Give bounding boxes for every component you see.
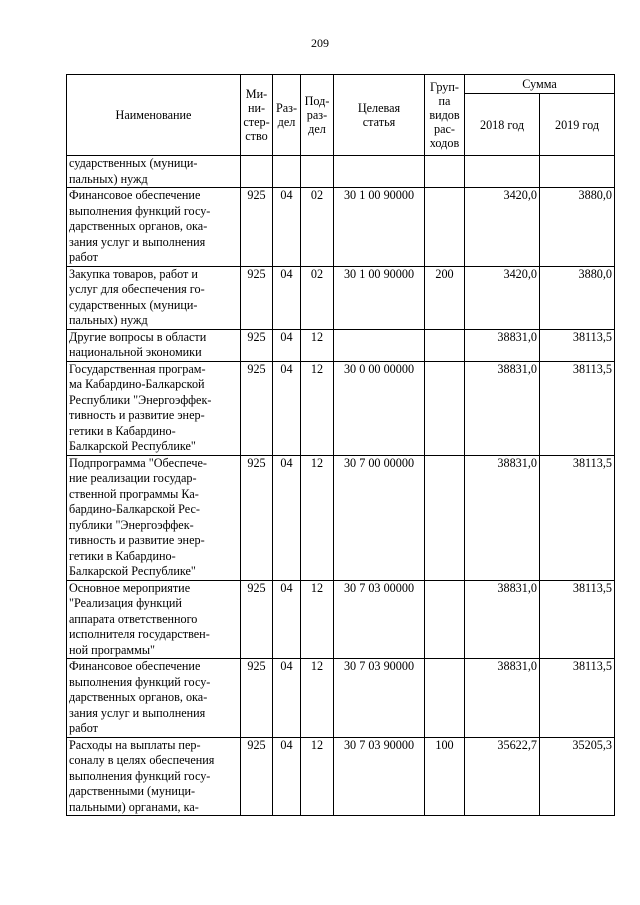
row-sum-2018-text: 38831,0	[497, 580, 537, 595]
row-target	[334, 188, 425, 267]
row-subsection-text: 12	[310, 580, 324, 595]
row-sum-2019-text: 38113,5	[572, 329, 613, 344]
row-target	[334, 156, 425, 188]
table-row	[67, 188, 615, 267]
row-name-text: Основное мероприятие "Реализация функций аппарата ответственного исполнителя государствен- ной программы"	[69, 580, 210, 657]
row-section	[273, 329, 301, 361]
row-section	[273, 361, 301, 455]
row-name	[67, 659, 241, 738]
row-section-text: 04	[280, 188, 293, 202]
row-sum-2018-text: 38831,0	[497, 659, 537, 673]
header-ministry: Ми- ни- стер- ство	[241, 75, 273, 156]
row-expense-group	[425, 361, 465, 455]
row-subsection-text: 02	[310, 188, 324, 202]
table-row	[67, 266, 615, 329]
row-name-text: Другие вопросы в области национальной экономики	[69, 329, 207, 359]
table-row	[67, 580, 615, 659]
row-subsection-text: 12	[310, 737, 324, 752]
row-ministry	[241, 361, 273, 455]
page-number: 209	[311, 36, 329, 50]
row-sum-2019	[540, 659, 615, 738]
row-subsection	[301, 329, 334, 361]
table-row	[67, 659, 615, 738]
row-subsection	[301, 659, 334, 738]
row-sum-2019-text: 38113,5	[572, 361, 613, 376]
row-subsection-text: 12	[310, 361, 324, 376]
row-ministry-text: 925	[247, 266, 266, 281]
row-sum-2019	[540, 156, 615, 188]
header-year-2019: 2019 год	[540, 94, 615, 156]
row-sum-2019-text: 3880,0	[578, 266, 613, 281]
table-row	[67, 156, 615, 188]
row-sum-2019	[540, 455, 615, 580]
row-ministry	[241, 329, 273, 361]
row-sum-2019	[540, 580, 615, 659]
row-sum-2018	[465, 361, 540, 455]
row-section	[273, 737, 301, 816]
row-sum-2018	[465, 266, 540, 329]
row-sum-2019-text: 38113,5	[572, 580, 613, 595]
row-ministry	[241, 156, 273, 188]
row-target	[334, 266, 425, 329]
row-expense-group	[425, 580, 465, 659]
row-target	[334, 659, 425, 738]
table-row	[67, 361, 615, 455]
row-sum-2018-text: 3420,0	[503, 188, 537, 202]
table-row	[67, 455, 615, 580]
row-name	[67, 156, 241, 188]
row-sum-2019	[540, 361, 615, 455]
row-section	[273, 455, 301, 580]
table-body	[67, 156, 615, 816]
row-sum-2019	[540, 266, 615, 329]
row-expense-group	[425, 455, 465, 580]
row-section-text: 04	[280, 266, 293, 281]
row-target-text: 30 7 03 90000	[343, 737, 415, 752]
row-sum-2019-text: 3880,0	[578, 188, 613, 202]
row-ministry-text: 925	[247, 455, 266, 470]
row-target-text: 30 7 03 00000	[343, 580, 415, 595]
row-name-text: Финансовое обеспечение выполнения функций госу- дарственных органов, ока- зания услуг и выполнения работ	[69, 188, 211, 264]
row-expense-group	[425, 266, 465, 329]
row-ministry	[241, 188, 273, 267]
row-subsection	[301, 737, 334, 816]
row-sum-2019	[540, 737, 615, 816]
row-ministry-text: 925	[247, 361, 266, 376]
row-ministry-text: 925	[247, 659, 266, 673]
row-name-text: Финансовое обеспечение выполнения функций госу- дарственных органов, ока- зания услуг и выполнения работ	[69, 659, 211, 735]
row-expense-group-text: 200	[435, 266, 454, 281]
row-name-text: Государственная програм- ма Кабардино-Балкарской Республики "Энергоэффек- тивность и развитие энер- гетики в Кабардино- Балкарской Республике"	[69, 361, 212, 453]
row-section-text: 04	[280, 361, 293, 376]
row-sum-2018-text: 38831,0	[497, 329, 537, 344]
row-subsection-text: 12	[310, 455, 324, 470]
row-ministry-text: 925	[247, 737, 266, 752]
row-ministry	[241, 737, 273, 816]
row-name	[67, 455, 241, 580]
row-ministry	[241, 455, 273, 580]
row-target	[334, 455, 425, 580]
row-name-text: сударственных (муници- пальных) нужд	[69, 156, 198, 186]
row-section-text: 04	[280, 580, 293, 595]
row-section	[273, 266, 301, 329]
row-name	[67, 329, 241, 361]
table-row	[67, 737, 615, 816]
row-sum-2019-text: 35205,3	[572, 737, 613, 752]
row-name-text: Подпрограмма "Обеспече- ние реализации государ- ственной программы Ка- бардино-Балкарской Рес- публики "Энергоэффек- тивность и развитие энер- гетики в Кабардино- Балкарской Республике"	[69, 455, 207, 578]
header-subsection: Под- раз- дел	[301, 75, 334, 156]
row-section-text: 04	[280, 737, 293, 752]
row-subsection-text: 02	[310, 266, 324, 281]
row-sum-2019	[540, 329, 615, 361]
row-name	[67, 266, 241, 329]
row-target	[334, 361, 425, 455]
row-expense-group-text: 100	[435, 737, 454, 752]
row-subsection	[301, 361, 334, 455]
row-target-text: 30 0 00 00000	[343, 361, 415, 376]
row-subsection-text: 12	[310, 659, 324, 673]
table-row	[67, 329, 615, 361]
row-ministry-text: 925	[247, 580, 266, 595]
header-section: Раз- дел	[273, 75, 301, 156]
row-expense-group	[425, 659, 465, 738]
row-sum-2019	[540, 188, 615, 267]
row-target	[334, 737, 425, 816]
header-sum: Сумма	[465, 75, 615, 94]
row-sum-2018-text: 38831,0	[497, 455, 537, 470]
row-section-text: 04	[280, 659, 293, 673]
row-target-text: 30 1 00 90000	[343, 266, 415, 281]
row-expense-group	[425, 156, 465, 188]
row-sum-2018	[465, 737, 540, 816]
row-ministry-text: 925	[247, 329, 266, 344]
row-subsection	[301, 266, 334, 329]
row-section	[273, 659, 301, 738]
header-name: Наименование	[67, 75, 241, 156]
row-name	[67, 580, 241, 659]
row-subsection	[301, 188, 334, 267]
row-sum-2018-text: 3420,0	[503, 266, 537, 281]
row-section	[273, 156, 301, 188]
row-sum-2018	[465, 659, 540, 738]
row-sum-2018-text: 35622,7	[497, 737, 537, 752]
row-expense-group	[425, 188, 465, 267]
row-sum-2018	[465, 188, 540, 267]
row-sum-2018	[465, 156, 540, 188]
header-target: Целевая статья	[334, 75, 425, 156]
row-name	[67, 361, 241, 455]
row-section	[273, 580, 301, 659]
row-target-text: 30 7 00 00000	[343, 455, 415, 470]
header-expense-group: Груп- па видов рас- ходов	[425, 75, 465, 156]
row-sum-2018	[465, 329, 540, 361]
row-section-text: 04	[280, 329, 293, 344]
row-ministry-text: 925	[247, 188, 266, 202]
row-name	[67, 737, 241, 816]
row-target-text: 30 1 00 90000	[343, 188, 415, 202]
header-year-2018: 2018 год	[465, 94, 540, 156]
row-expense-group	[425, 737, 465, 816]
row-ministry	[241, 580, 273, 659]
row-target	[334, 329, 425, 361]
row-sum-2018	[465, 455, 540, 580]
row-ministry	[241, 266, 273, 329]
row-sum-2019-text: 38113,5	[572, 659, 613, 673]
row-sum-2018-text: 38831,0	[497, 361, 537, 376]
row-section	[273, 188, 301, 267]
budget-table	[66, 74, 615, 816]
row-subsection	[301, 455, 334, 580]
row-subsection	[301, 580, 334, 659]
row-name-text: Расходы на выплаты пер- соналу в целях обеспечения выполнения функций госу- дарственными (муници- пальными) органами, ка-	[69, 737, 215, 814]
row-target-text: 30 7 03 90000	[343, 659, 415, 673]
row-target	[334, 580, 425, 659]
row-expense-group	[425, 329, 465, 361]
row-sum-2019-text: 38113,5	[572, 455, 613, 470]
row-ministry	[241, 659, 273, 738]
row-subsection	[301, 156, 334, 188]
row-name	[67, 188, 241, 267]
row-name-text: Закупка товаров, работ и услуг для обеспечения го- сударственных (муници- пальных) нужд	[69, 266, 205, 327]
row-subsection-text: 12	[310, 329, 324, 344]
row-sum-2018	[465, 580, 540, 659]
row-section-text: 04	[280, 455, 293, 470]
